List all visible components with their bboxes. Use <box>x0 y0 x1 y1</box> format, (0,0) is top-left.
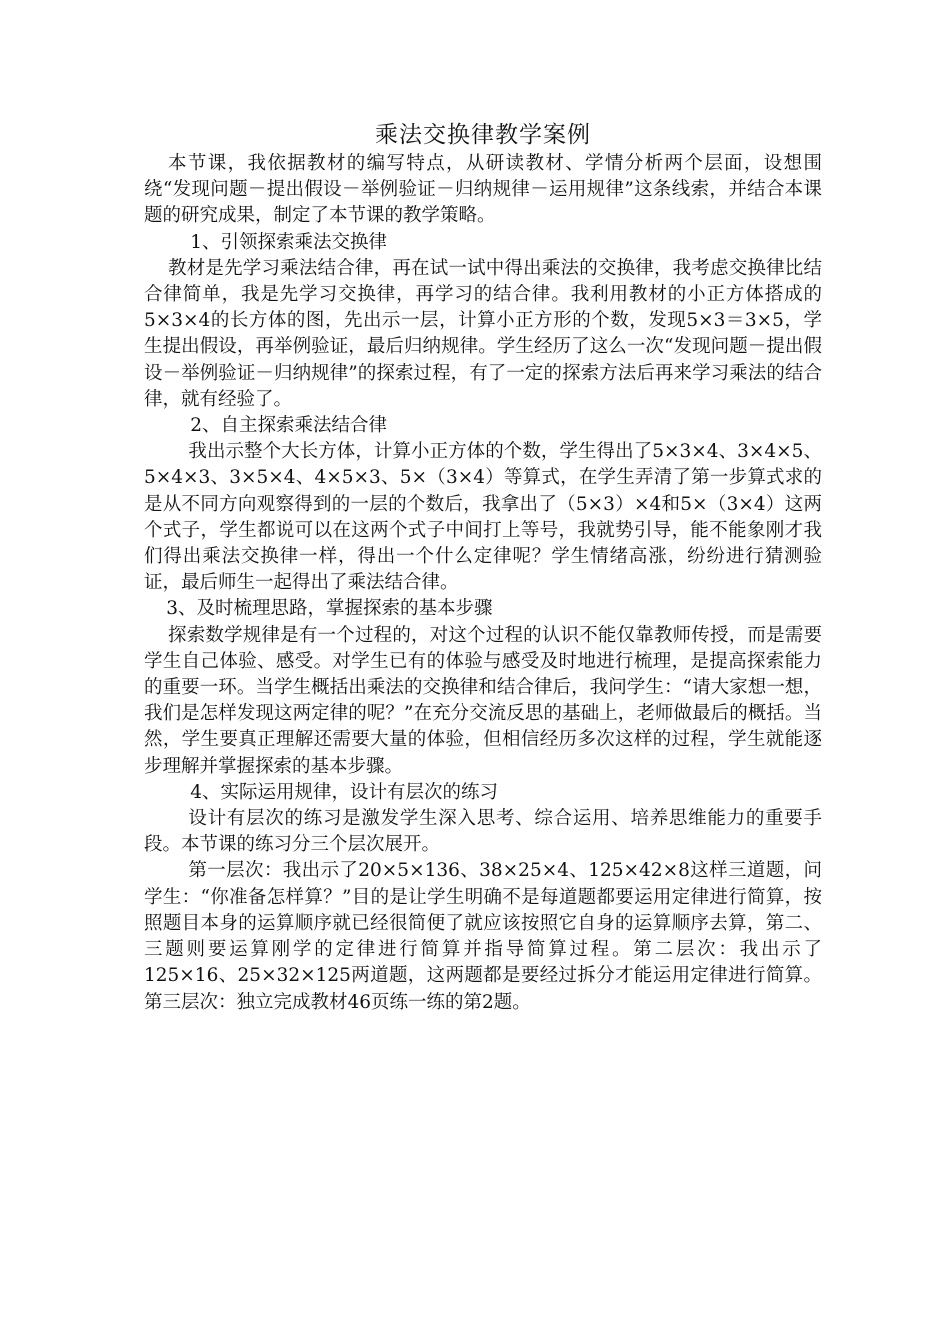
section-3-heading: 3、及时梳理思路，掌握探索的基本步骤 <box>166 598 493 620</box>
section-4-paragraph-1: 设计有层次的练习是激发学生深入思考、综合运用、培养思维能力的重要手段。本节课的练习分三个层次展开。 <box>144 808 822 856</box>
section-1-heading: 1、引领探索乘法交换律 <box>190 231 388 253</box>
section-4-heading: 4、实际运用规律，设计有层次的练习 <box>190 781 499 803</box>
section-1-paragraph: 教材是先学习乘法结合律，再在试一试中得出乘法的交换律，我考虑交换律比结合律简单，我是先学习交换律，再学习的结合律。我利用教材的小正方体搭成的5×3×4的长方体的图，先出示一层，计算小正方形的个数，发现5×3＝3×5，学生提出假设，再举例验证，最后归纳规律。学生经历了这么一次“发现问题－提出假设－举例验证－归纳规律”的探索过程，有了一定的探索方法后再来学习乘法的结合律，就有经验了。 <box>144 257 822 410</box>
section-2-heading: 2、自主探索乘法结合律 <box>190 415 388 437</box>
document-body <box>144 120 822 1016</box>
intro-paragraph: 本节课，我依据教材的编写特点，从研读教材、学情分析两个层面，设想围绕“发现问题－提出假设－举例验证－归纳规律－运用规律”这条线索，并结合本课题的研究成果，制定了本节课的教学策略。 <box>144 153 822 227</box>
section-3-paragraph: 探索数学规律是有一个过程的，对这个过程的认识不能仅靠教师传授，而是需要学生自己体验、感受。对学生已有的体验与感受及时地进行梳理，是提高探索能力的重要一环。当学生概括出乘法的交换律和结合律后，我问学生：“请大家想一想，我们是怎样发现这两定律的呢？”在充分交流反思的基础上，老师做最后的概括。当然，学生要真正理解还需要大量的体验，但相信经历多次这样的过程，学生就能逐步理解并掌握探索的基本步骤。 <box>144 624 822 777</box>
document-title: 乘法交换律教学案例 <box>375 122 591 148</box>
section-4-paragraph-2: 第一层次：我出示了20×5×136、38×25×4、125×42×8这样三道题，问学生：“你准备怎样算？”目的是让学生明确不是每道题都要运用定律进行简算，按照题目本身的运算顺序就已经很简便了就应该按照它自身的运算顺序去算，第二、三题则要运算刚学的定律进行简算并指导简算过程。第二层次：我出示了125×16、25×32×125两道题，这两题都是要经过拆分才能运用定律进行简算。第三层次：独立完成教材46页练一练的第2题。 <box>144 860 822 1013</box>
section-2-paragraph: 我出示整个大长方体，计算小正方体的个数，学生得出了5×3×4、3×4×5、5×4×3、3×5×4、4×5×3、5×（3×4）等算式，在学生弄清了第一步算式求的是从不同方向观察得到的一层的个数后，我拿出了（5×3）×4和5×（3×4）这两个式子，学生都说可以在这两个式子中间打上等号，我就势引导，能不能象刚才我们得出乘法交换律一样，得出一个什么定律呢？学生情绪高涨，纷纷进行猜测验证，最后师生一起得出了乘法结合律。 <box>144 441 822 594</box>
